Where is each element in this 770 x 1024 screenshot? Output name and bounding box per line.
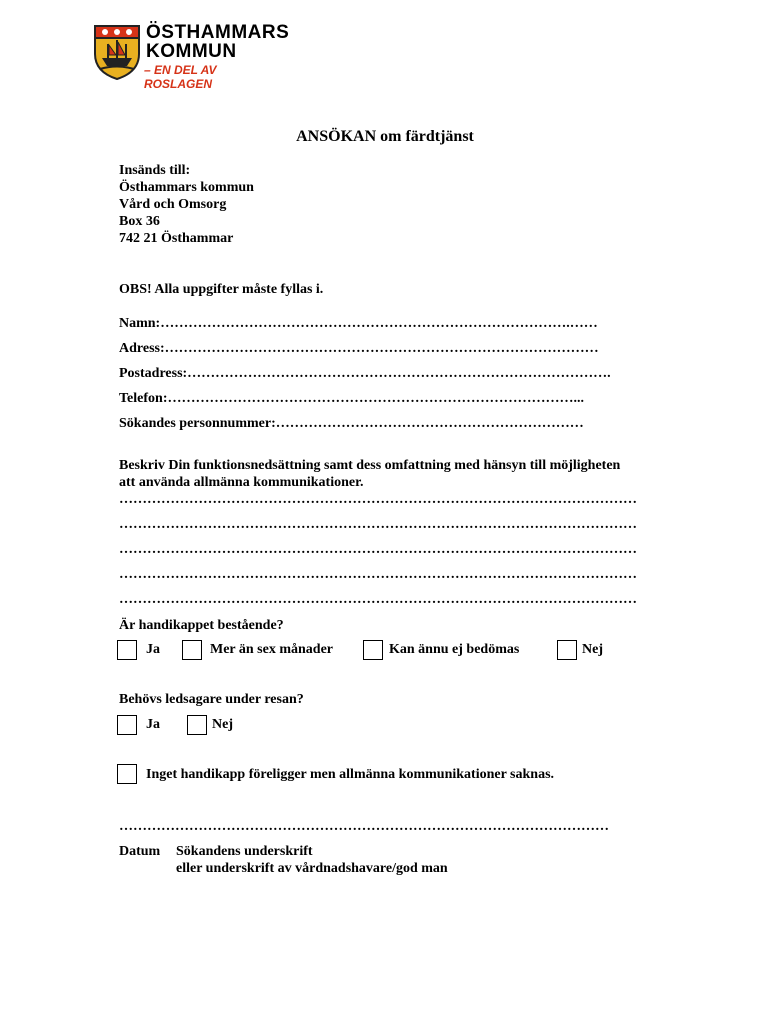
escort-question: Behövs ledsagare under resan? [119,692,304,707]
guardian-signature-label: eller underskrift av vårdnadshavare/god man [176,861,448,876]
describe-prompt-line-2: att använda allmänna kommunikationer. [119,475,364,490]
logo-line-1: ÖSTHAMMARS [146,22,290,43]
permanent-six-months-label: Mer än sex månader [210,642,333,657]
signature-line[interactable]: …………………………………………………………………………………………… [119,819,609,834]
personnummer-field[interactable]: Sökandes personnummer:………………………………………………………… [119,416,584,431]
describe-line[interactable]: ………………………………………………………………………………………………… [119,542,637,557]
address-line: Vård och Omsorg [119,197,227,212]
no-disability-checkbox[interactable] [117,764,137,784]
municipality-logo [92,22,290,91]
datum-label: Datum [119,844,161,859]
permanent-no-label: Nej [582,642,603,657]
describe-prompt-line-1: Beskriv Din funktionsnedsättning samt dess omfattning med hänsyn till möjligheten [119,458,621,473]
address-field[interactable]: Adress:………………………………………………………………………………… [119,341,599,356]
page-title: ANSÖKAN om färdtjänst [296,128,474,145]
permanent-yes-checkbox[interactable] [117,640,137,660]
address-line: 742 21 Östhammar [119,231,234,246]
postal-address-field[interactable]: Postadress:………………………………………………………………………………. [119,366,611,381]
permanent-unknown-label: Kan ännu ej bedömas [389,642,520,657]
phone-field[interactable]: Telefon:……………………………………………………………………………... [119,391,584,406]
describe-line[interactable]: ………………………………………………………………………………………………… [119,567,637,582]
describe-line[interactable]: ………………………………………………………………………………………………… [119,492,637,507]
permanent-question: Är handikappet bestående? [119,618,284,633]
name-field[interactable]: Namn:…………………………………………………………………………….…… [119,316,598,331]
coat-of-arms-icon [92,22,142,80]
address-line: Östhammars kommun [119,180,254,195]
address-line: Box 36 [119,214,160,229]
logo-tagline: – EN DEL AV ROSLAGEN [144,63,217,91]
permanent-six-months-checkbox[interactable] [182,640,202,660]
signature-label: Sökandens underskrift [176,844,313,859]
escort-no-checkbox[interactable] [187,715,207,735]
address-heading: Insänds till: [119,163,191,178]
no-disability-label: Inget handikapp föreligger men allmänna kommunikationer saknas. [146,767,555,782]
logo-line-2: KOMMUN [146,41,237,62]
describe-line[interactable]: ………………………………………………………………………………………………… [119,592,637,607]
escort-yes-label: Ja [146,717,160,732]
escort-no-label: Nej [212,717,233,732]
permanent-yes-label: Ja [146,642,160,657]
escort-yes-checkbox[interactable] [117,715,137,735]
permanent-unknown-checkbox[interactable] [363,640,383,660]
notice-text: OBS! Alla uppgifter måste fyllas i. [119,282,324,297]
describe-line[interactable]: ………………………………………………………………………………………………… [119,517,637,532]
permanent-no-checkbox[interactable] [557,640,577,660]
